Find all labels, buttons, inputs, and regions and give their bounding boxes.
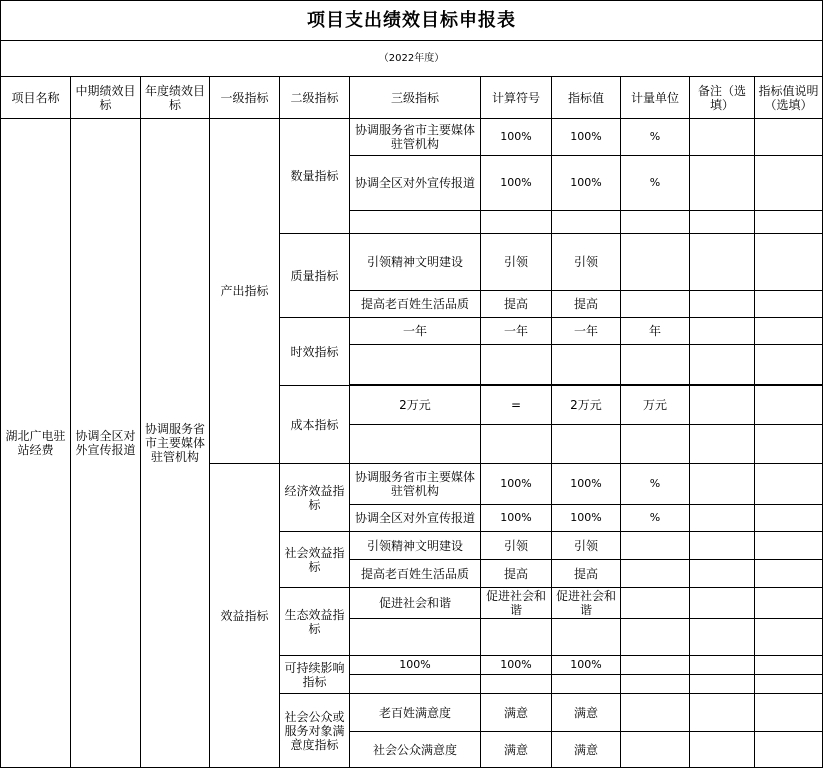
header-level2: 二级指标 — [280, 77, 350, 119]
report-year: （2022年度） — [1, 41, 823, 77]
row-sa1-name: 老百姓满意度 — [350, 694, 481, 732]
header-note: 备注（选填） — [690, 77, 755, 119]
row-su1-value: 100% — [552, 656, 621, 675]
row-c1-symbol: = — [481, 386, 552, 425]
row-sa2-name: 社会公众满意度 — [350, 732, 481, 768]
row-q2-symbol: 100% — [481, 156, 552, 211]
level2-satisfaction: 社会公众或服务对象满意度指标 — [280, 694, 350, 768]
row-su1-name: 100% — [350, 656, 481, 675]
row-s1-name: 引领精神文明建设 — [350, 532, 481, 560]
row-su1-symbol: 100% — [481, 656, 552, 675]
project-name: 湖北广电驻站经费 — [1, 119, 71, 768]
row-ql1-symbol: 引领 — [481, 234, 552, 291]
row-q1-unit: % — [621, 119, 690, 156]
level2-ecological: 生态效益指标 — [280, 588, 350, 656]
level1-output: 产出指标 — [210, 119, 280, 464]
row-q1-desc — [755, 119, 823, 156]
row-ql2-value: 提高 — [552, 291, 621, 318]
header-level3: 三级指标 — [350, 77, 481, 119]
level2-quantity: 数量指标 — [280, 119, 350, 234]
row-e1-symbol: 100% — [481, 464, 552, 505]
row-q1-name: 协调服务省市主要媒体驻管机构 — [350, 119, 481, 156]
row-e1-name: 协调服务省市主要媒体驻管机构 — [350, 464, 481, 505]
row-s1-symbol: 引领 — [481, 532, 552, 560]
mid-target: 协调全区对外宣传报道 — [71, 119, 141, 768]
row-e2-unit: % — [621, 505, 690, 532]
row-c1-value: 2万元 — [552, 386, 621, 425]
row-e1-unit: % — [621, 464, 690, 505]
row-eco1-name: 促进社会和谐 — [350, 588, 481, 619]
row-sa1-symbol: 满意 — [481, 694, 552, 732]
header-value: 指标值 — [552, 77, 621, 119]
row-e2-symbol: 100% — [481, 505, 552, 532]
report-title: 项目支出绩效目标申报表 — [1, 1, 823, 41]
level2-social: 社会效益指标 — [280, 532, 350, 588]
row-ql1-value: 引领 — [552, 234, 621, 291]
header-mid-target: 中期绩效目标 — [71, 77, 141, 119]
level2-timeliness: 时效指标 — [280, 318, 350, 386]
row-c1-name: 2万元 — [350, 386, 481, 425]
header-annual-target: 年度绩效目标 — [141, 77, 210, 119]
row-s2-unit — [621, 560, 690, 588]
header-calc-symbol: 计算符号 — [481, 77, 552, 119]
row-e1-value: 100% — [552, 464, 621, 505]
row-s1-value: 引领 — [552, 532, 621, 560]
row-sa2-unit — [621, 732, 690, 768]
row-e2-value: 100% — [552, 505, 621, 532]
row-s2-value: 提高 — [552, 560, 621, 588]
row-t1-name: 一年 — [350, 318, 481, 345]
row-eco1-symbol: 促进社会和谐 — [481, 588, 552, 619]
row-ql2-name: 提高老百姓生活品质 — [350, 291, 481, 318]
row-sa1-value: 满意 — [552, 694, 621, 732]
table-row — [1, 119, 823, 156]
row-t1-symbol: 一年 — [481, 318, 552, 345]
row-s2-name: 提高老百姓生活品质 — [350, 560, 481, 588]
row-eco1-value: 促进社会和谐 — [552, 588, 621, 619]
level1-benefit: 效益指标 — [210, 464, 280, 768]
row-q2-note — [690, 156, 755, 211]
row-sa2-symbol: 满意 — [481, 732, 552, 768]
row-q2-unit: % — [621, 156, 690, 211]
row-ql1-unit — [621, 234, 690, 291]
header-level1: 一级指标 — [210, 77, 280, 119]
level2-quality: 质量指标 — [280, 234, 350, 318]
header-unit: 计量单位 — [621, 77, 690, 119]
row-sa2-value: 满意 — [552, 732, 621, 768]
level2-economic: 经济效益指标 — [280, 464, 350, 532]
row-su1-unit — [621, 656, 690, 675]
row-t1-unit: 年 — [621, 318, 690, 345]
row-t1-value: 一年 — [552, 318, 621, 345]
row-q2-value: 100% — [552, 156, 621, 211]
row-eco1-unit — [621, 588, 690, 619]
row-c1-unit: 万元 — [621, 386, 690, 425]
row-ql2-unit — [621, 291, 690, 318]
row-q1-symbol: 100% — [481, 119, 552, 156]
row-s1-unit — [621, 532, 690, 560]
row-q1-note — [690, 119, 755, 156]
header-value-desc: 指标值说明（选填） — [755, 77, 823, 119]
level2-sustainable: 可持续影响指标 — [280, 656, 350, 694]
row-q1-value: 100% — [552, 119, 621, 156]
header-project-name: 项目名称 — [1, 77, 71, 119]
row-q2-desc — [755, 156, 823, 211]
level2-cost: 成本指标 — [280, 386, 350, 464]
header-row — [1, 77, 823, 119]
row-e2-name: 协调全区对外宣传报道 — [350, 505, 481, 532]
row-s2-symbol: 提高 — [481, 560, 552, 588]
row-q2-name: 协调全区对外宣传报道 — [350, 156, 481, 211]
annual-target: 协调服务省市主要媒体驻管机构 — [141, 119, 210, 768]
row-ql2-symbol: 提高 — [481, 291, 552, 318]
row-ql1-name: 引领精神文明建设 — [350, 234, 481, 291]
row-sa1-unit — [621, 694, 690, 732]
